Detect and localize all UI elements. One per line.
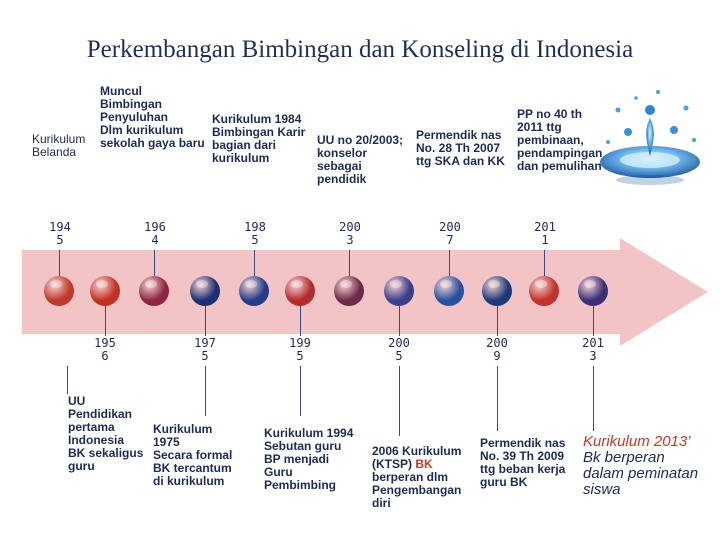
year-2011: 201 1 (534, 220, 556, 247)
text-kurikulum-ktsp (372, 445, 461, 510)
connector-line (205, 366, 206, 416)
timeline-dot (529, 276, 559, 306)
year-2003: 200 3 (339, 220, 361, 247)
timeline-dot (139, 276, 169, 306)
text-ktsp-bk: BK (415, 457, 433, 471)
text-kurikulum-1994: Kurikulum 1994 Sebutan guru BP menjadi Guru Pembimbing (264, 426, 354, 492)
connector-line (497, 366, 498, 431)
text-ktsp-head: 2006 Kurikulum (KTSP) (372, 444, 462, 471)
text-kurikulum-belanda: Kurikulum Belanda (32, 132, 86, 159)
connector-line (497, 306, 498, 336)
timeline-dot (384, 276, 414, 306)
year-1964: 196 4 (144, 220, 166, 247)
timeline-dot (285, 276, 315, 306)
year-1975: 197 5 (194, 336, 216, 363)
text-k2013-body: Bk berperan dalam peminatan siswa (583, 449, 699, 498)
year-2009: 200 9 (486, 336, 508, 363)
page-title: Perkembangan Bimbingan dan Konseling di Indonesia (86, 36, 634, 63)
connector-line (593, 306, 594, 336)
timeline-dot (578, 276, 608, 306)
connector-line (205, 306, 206, 336)
connector-line (399, 306, 400, 336)
connector-line (59, 250, 60, 276)
text-uu-pendidikan: UU Pendidikan pertama Indonesia BK sekaligus guru (68, 394, 144, 473)
year-2007: 200 7 (439, 220, 461, 247)
text-uu-2003-body: konselor sebagai pendidik (317, 146, 368, 186)
connector-line (449, 250, 450, 276)
timeline-dot (239, 276, 269, 306)
year-1956: 195 6 (94, 336, 116, 363)
year-2005: 200 5 (388, 336, 410, 363)
year-1995: 199 5 (289, 336, 311, 363)
connector-line (154, 250, 155, 276)
connector-line (399, 366, 400, 436)
connector-line (300, 306, 301, 336)
connector-line (67, 366, 68, 394)
text-ktsp-body: berperan dlm Pengembangan diri (372, 470, 462, 510)
text-permendik-28: Permendik nas No. 28 Th 2007 ttg SKA dan KK (416, 128, 505, 168)
text-muncul-bimbingan: Muncul Bimbingan Penyuluhan Dlm kurikulum sekolah gaya baru (100, 84, 205, 150)
text-pp-40: PP no 40 th 2011 ttg pembinaan, pendampingan dan pemulihan (517, 107, 603, 173)
text-k2013-head: Kurikulum 2013’ (583, 433, 691, 450)
connector-line (254, 250, 255, 276)
connector-line (105, 306, 106, 336)
connector-line (544, 250, 545, 276)
connector-line (349, 250, 350, 276)
text-uu-2003-head: UU no 20/2003; (317, 133, 404, 147)
timeline-dot (44, 276, 74, 306)
timeline-dot (434, 276, 464, 306)
connector-line (593, 366, 594, 431)
text-kurikulum-1975: Kurikulum 1975 Secara formal BK tercantum di kurikulum (153, 422, 233, 488)
timeline-dot (482, 276, 512, 306)
text-kurikulum-1984: Kurikulum 1984 Bimbingan Karir bagian dari kurikulum (212, 112, 306, 165)
timeline-dot (334, 276, 364, 306)
text-kurikulum-2013 (583, 434, 698, 498)
connector-line (300, 366, 301, 416)
text-permendik-39: Permendik nas No. 39 Th 2009 ttg beban kerja guru BK (480, 436, 566, 489)
year-1945: 194 5 (49, 220, 71, 247)
year-2013: 201 3 (582, 336, 604, 363)
timeline-dot (190, 276, 220, 306)
year-1985: 198 5 (244, 220, 266, 247)
timeline-dot (90, 276, 120, 306)
